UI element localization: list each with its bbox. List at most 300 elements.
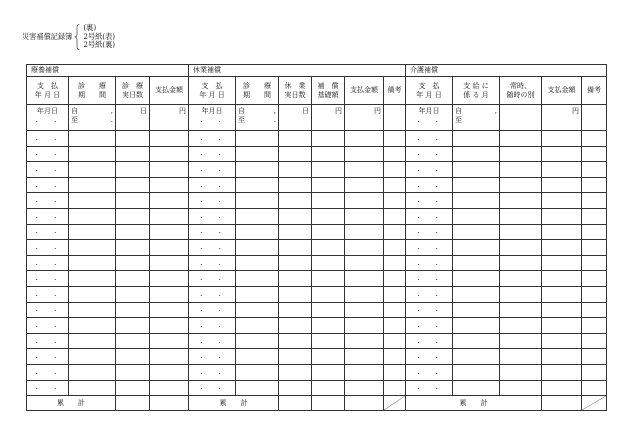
- table-row[interactable]: [27, 208, 607, 224]
- absence-days-cell[interactable]: [279, 380, 312, 396]
- absence-base-cell[interactable]: [312, 318, 345, 334]
- nursing-amount-cell[interactable]: [542, 271, 582, 287]
- table-row[interactable]: [27, 240, 607, 256]
- absence-total-base[interactable]: [312, 396, 345, 411]
- medical-pay-date-cell[interactable]: [27, 240, 69, 256]
- nursing-pay-date-cell[interactable]: [406, 318, 453, 334]
- nursing-amount-cell[interactable]: [542, 162, 582, 178]
- medical-days-cell[interactable]: [116, 333, 150, 349]
- medical-total-days[interactable]: [116, 396, 150, 411]
- medical-period-cell[interactable]: [69, 271, 116, 287]
- medical-amount-cell[interactable]: 円: [150, 105, 189, 131]
- absence-period-cell[interactable]: [236, 286, 279, 302]
- nursing-month-cell[interactable]: [453, 286, 500, 302]
- absence-amount-cell[interactable]: [345, 224, 384, 240]
- nursing-type-cell[interactable]: [500, 224, 542, 240]
- medical-period-cell[interactable]: [69, 380, 116, 396]
- nursing-type-cell[interactable]: [500, 208, 542, 224]
- absence-days-cell[interactable]: [279, 146, 312, 162]
- table-row[interactable]: [27, 193, 607, 209]
- nursing-amount-cell[interactable]: [542, 208, 582, 224]
- nursing-amount-cell[interactable]: [542, 240, 582, 256]
- medical-days-cell[interactable]: [116, 177, 150, 193]
- nursing-pay-date-cell[interactable]: [406, 286, 453, 302]
- table-row[interactable]: [27, 224, 607, 240]
- medical-period-cell[interactable]: [69, 286, 116, 302]
- nursing-month-cell[interactable]: [453, 318, 500, 334]
- absence-pay-date-cell[interactable]: [189, 224, 236, 240]
- absence-days-cell[interactable]: [279, 271, 312, 287]
- absence-amount-cell[interactable]: [345, 349, 384, 365]
- nursing-amount-cell[interactable]: [542, 333, 582, 349]
- medical-amount-cell[interactable]: [150, 380, 189, 396]
- medical-days-cell[interactable]: [116, 364, 150, 380]
- absence-base-cell[interactable]: [312, 302, 345, 318]
- medical-days-cell[interactable]: [116, 286, 150, 302]
- table-row[interactable]: [27, 333, 607, 349]
- nursing-month-cell[interactable]: [453, 224, 500, 240]
- medical-days-cell[interactable]: [116, 208, 150, 224]
- nursing-note-cell[interactable]: [582, 286, 607, 302]
- absence-pay-date-cell[interactable]: [189, 380, 236, 396]
- absence-base-cell[interactable]: [312, 208, 345, 224]
- absence-period-cell[interactable]: [236, 146, 279, 162]
- medical-pay-date-cell[interactable]: [27, 131, 69, 147]
- medical-pay-date-cell[interactable]: [27, 208, 69, 224]
- medical-amount-cell[interactable]: [150, 131, 189, 147]
- medical-amount-cell[interactable]: [150, 177, 189, 193]
- nursing-amount-cell[interactable]: [542, 224, 582, 240]
- nursing-pay-date-cell[interactable]: [406, 131, 453, 147]
- table-row[interactable]: [27, 349, 607, 365]
- medical-amount-cell[interactable]: [150, 193, 189, 209]
- absence-note-cell[interactable]: [384, 271, 406, 287]
- absence-amount-cell[interactable]: [345, 380, 384, 396]
- medical-pay-date-cell[interactable]: [27, 286, 69, 302]
- absence-period-cell[interactable]: [236, 271, 279, 287]
- absence-pay-date-cell[interactable]: [189, 364, 236, 380]
- nursing-pay-date-cell[interactable]: [406, 177, 453, 193]
- nursing-amount-cell[interactable]: 円: [542, 105, 582, 131]
- nursing-type-cell[interactable]: [500, 380, 542, 396]
- medical-amount-cell[interactable]: [150, 318, 189, 334]
- date-dots: . .: [35, 320, 64, 329]
- absence-period-cell[interactable]: [236, 255, 279, 271]
- medical-pay-date-cell[interactable]: 年月日 . .: [27, 105, 69, 131]
- nursing-note-cell[interactable]: [582, 349, 607, 365]
- nursing-note-cell[interactable]: [582, 240, 607, 256]
- absence-pay-date-cell[interactable]: [189, 333, 236, 349]
- nursing-amount-cell[interactable]: [542, 255, 582, 271]
- absence-period-cell[interactable]: [236, 131, 279, 147]
- absence-amount-cell[interactable]: [345, 318, 384, 334]
- nursing-note-cell[interactable]: [582, 255, 607, 271]
- absence-base-cell[interactable]: [312, 177, 345, 193]
- absence-days-cell[interactable]: [279, 255, 312, 271]
- absence-note-cell[interactable]: [384, 131, 406, 147]
- medical-days-cell[interactable]: [116, 224, 150, 240]
- absence-note-cell[interactable]: [384, 255, 406, 271]
- absence-total-days[interactable]: [279, 396, 312, 411]
- absence-amount-cell[interactable]: [345, 240, 384, 256]
- absence-period-cell[interactable]: [236, 333, 279, 349]
- absence-base-cell[interactable]: [312, 271, 345, 287]
- absence-pay-date-cell[interactable]: [189, 193, 236, 209]
- nursing-amount-cell[interactable]: [542, 193, 582, 209]
- absence-note-cell[interactable]: [384, 349, 406, 365]
- table-row[interactable]: [27, 318, 607, 334]
- nursing-month-cell[interactable]: [453, 302, 500, 318]
- absence-amount-cell[interactable]: [345, 193, 384, 209]
- absence-base-cell[interactable]: [312, 240, 345, 256]
- nursing-note-cell[interactable]: [582, 380, 607, 396]
- absence-note-cell[interactable]: [384, 193, 406, 209]
- table-row[interactable]: [27, 302, 607, 318]
- nursing-note-cell[interactable]: [582, 318, 607, 334]
- medical-pay-date-cell[interactable]: [27, 380, 69, 396]
- nursing-total-amount[interactable]: [542, 396, 582, 411]
- nursing-type-cell[interactable]: [500, 162, 542, 178]
- absence-note-cell[interactable]: [384, 208, 406, 224]
- nursing-pay-date-cell[interactable]: [406, 333, 453, 349]
- nursing-month-cell[interactable]: [453, 131, 500, 147]
- medical-days-cell[interactable]: [116, 255, 150, 271]
- nursing-note-cell[interactable]: [582, 131, 607, 147]
- nursing-amount-cell[interactable]: [542, 380, 582, 396]
- date-dots: . .: [200, 164, 228, 173]
- absence-period-cell[interactable]: [236, 380, 279, 396]
- absence-days-cell[interactable]: [279, 224, 312, 240]
- medical-period-cell[interactable]: [69, 364, 116, 380]
- medical-amount-cell[interactable]: [150, 302, 189, 318]
- absence-note-cell[interactable]: [384, 105, 406, 131]
- absence-days-cell[interactable]: [279, 177, 312, 193]
- medical-period-cell[interactable]: [69, 349, 116, 365]
- nursing-type-cell[interactable]: [500, 131, 542, 147]
- nursing-pay-date-cell[interactable]: [406, 364, 453, 380]
- nursing-pay-date-cell[interactable]: [406, 302, 453, 318]
- medical-amount-cell[interactable]: [150, 255, 189, 271]
- table-row[interactable]: [27, 380, 607, 396]
- absence-note-cell[interactable]: [384, 162, 406, 178]
- absence-base-cell[interactable]: [312, 162, 345, 178]
- absence-amount-cell[interactable]: [345, 146, 384, 162]
- nursing-note-cell[interactable]: [582, 364, 607, 380]
- medical-amount-cell[interactable]: [150, 240, 189, 256]
- medical-pay-date-cell[interactable]: [27, 177, 69, 193]
- medical-amount-cell[interactable]: [150, 224, 189, 240]
- absence-base-cell[interactable]: 円: [312, 105, 345, 131]
- absence-days-cell[interactable]: [279, 286, 312, 302]
- nursing-month-cell[interactable]: [453, 364, 500, 380]
- medical-amount-cell[interactable]: [150, 333, 189, 349]
- absence-amount-cell[interactable]: [345, 302, 384, 318]
- nursing-amount-cell[interactable]: [542, 364, 582, 380]
- nursing-pay-date-cell[interactable]: [406, 146, 453, 162]
- nursing-type-cell[interactable]: [500, 286, 542, 302]
- nursing-month-cell[interactable]: [453, 177, 500, 193]
- nursing-note-cell[interactable]: [582, 193, 607, 209]
- absence-pay-date-cell[interactable]: [189, 177, 236, 193]
- nursing-pay-date-cell[interactable]: [406, 162, 453, 178]
- medical-days-cell[interactable]: [116, 349, 150, 365]
- nursing-month-cell[interactable]: [453, 146, 500, 162]
- medical-days-cell[interactable]: [116, 131, 150, 147]
- nursing-type-cell[interactable]: [500, 105, 542, 131]
- medical-days-cell[interactable]: [116, 162, 150, 178]
- medical-period-cell[interactable]: [69, 162, 116, 178]
- nursing-amount-cell[interactable]: [542, 146, 582, 162]
- group-nursing: 介護補償: [406, 65, 607, 77]
- medical-period-cell[interactable]: [69, 177, 116, 193]
- absence-pay-date-cell[interactable]: [189, 208, 236, 224]
- absence-days-cell[interactable]: [279, 349, 312, 365]
- absence-note-cell[interactable]: [384, 146, 406, 162]
- absence-period-cell[interactable]: 自 , 至 .: [236, 105, 279, 131]
- nursing-type-cell[interactable]: [500, 146, 542, 162]
- absence-days-cell[interactable]: 日: [279, 105, 312, 131]
- nursing-amount-cell[interactable]: [542, 286, 582, 302]
- nursing-note-cell[interactable]: [582, 177, 607, 193]
- nursing-note-cell[interactable]: [582, 105, 607, 131]
- absence-note-cell[interactable]: [384, 364, 406, 380]
- absence-base-cell[interactable]: [312, 349, 345, 365]
- nursing-month-cell[interactable]: [453, 333, 500, 349]
- nursing-month-cell[interactable]: [453, 255, 500, 271]
- absence-amount-cell[interactable]: [345, 162, 384, 178]
- nursing-month-cell[interactable]: [453, 193, 500, 209]
- absence-base-cell[interactable]: [312, 286, 345, 302]
- medical-amount-cell[interactable]: [150, 364, 189, 380]
- nursing-amount-cell[interactable]: [542, 177, 582, 193]
- absence-amount-cell[interactable]: [345, 286, 384, 302]
- absence-period-cell[interactable]: [236, 162, 279, 178]
- medical-days-cell[interactable]: [116, 271, 150, 287]
- absence-amount-cell[interactable]: [345, 333, 384, 349]
- nursing-month-cell[interactable]: [453, 240, 500, 256]
- medical-total-amount[interactable]: [150, 396, 189, 411]
- nursing-amount-cell[interactable]: [542, 318, 582, 334]
- absence-base-cell[interactable]: [312, 193, 345, 209]
- medical-period-cell[interactable]: [69, 224, 116, 240]
- absence-pay-date-cell[interactable]: [189, 286, 236, 302]
- table-row[interactable]: [27, 162, 607, 178]
- absence-note-cell[interactable]: [384, 333, 406, 349]
- nursing-pay-date-cell[interactable]: [406, 349, 453, 365]
- medical-pay-date-cell[interactable]: [27, 255, 69, 271]
- absence-note-cell[interactable]: [384, 224, 406, 240]
- medical-pay-date-cell[interactable]: [27, 302, 69, 318]
- nursing-type-cell[interactable]: [500, 302, 542, 318]
- medical-days-cell[interactable]: [116, 318, 150, 334]
- absence-pay-date-cell[interactable]: [189, 302, 236, 318]
- absence-pay-date-cell[interactable]: [189, 240, 236, 256]
- column-header-row: [27, 77, 607, 105]
- medical-amount-cell[interactable]: [150, 208, 189, 224]
- absence-amount-cell[interactable]: [345, 271, 384, 287]
- absence-amount-cell[interactable]: [345, 364, 384, 380]
- absence-period-cell[interactable]: [236, 364, 279, 380]
- medical-period-cell[interactable]: [69, 208, 116, 224]
- absence-pay-date-cell[interactable]: 年月日 . .: [189, 105, 236, 131]
- nursing-month-cell[interactable]: [453, 349, 500, 365]
- absence-period-cell[interactable]: [236, 349, 279, 365]
- table-row[interactable]: [27, 177, 607, 193]
- medical-days-cell[interactable]: [116, 193, 150, 209]
- nursing-type-cell[interactable]: [500, 240, 542, 256]
- absence-note-cell[interactable]: [384, 302, 406, 318]
- absence-pay-date-cell[interactable]: [189, 318, 236, 334]
- medical-period-cell[interactable]: [69, 255, 116, 271]
- nursing-type-cell[interactable]: [500, 255, 542, 271]
- absence-days-cell[interactable]: [279, 131, 312, 147]
- absence-period-cell[interactable]: [236, 208, 279, 224]
- medical-days-cell[interactable]: [116, 240, 150, 256]
- nursing-amount-cell[interactable]: [542, 302, 582, 318]
- nursing-type-cell[interactable]: [500, 193, 542, 209]
- nursing-note-cell[interactable]: [582, 302, 607, 318]
- medical-period-cell[interactable]: [69, 146, 116, 162]
- medical-pay-date-cell[interactable]: [27, 162, 69, 178]
- medical-period-cell[interactable]: 自 , 至 .: [69, 105, 116, 131]
- medical-amount-cell[interactable]: [150, 286, 189, 302]
- medical-period-cell[interactable]: [69, 318, 116, 334]
- absence-period-cell[interactable]: [236, 302, 279, 318]
- medical-pay-date-cell[interactable]: [27, 271, 69, 287]
- medical-days-cell[interactable]: [116, 380, 150, 396]
- medical-amount-cell[interactable]: [150, 146, 189, 162]
- nursing-note-cell[interactable]: [582, 146, 607, 162]
- table-row[interactable]: [27, 146, 607, 162]
- nursing-amount-cell[interactable]: [542, 131, 582, 147]
- absence-base-cell[interactable]: [312, 364, 345, 380]
- medical-amount-cell[interactable]: [150, 162, 189, 178]
- medical-days-cell[interactable]: 日: [116, 105, 150, 131]
- nursing-month-cell[interactable]: [453, 271, 500, 287]
- medical-period-cell[interactable]: [69, 193, 116, 209]
- absence-days-cell[interactable]: [279, 302, 312, 318]
- nursing-pay-date-cell[interactable]: [406, 208, 453, 224]
- absence-period-cell[interactable]: [236, 318, 279, 334]
- nursing-note-cell[interactable]: [582, 208, 607, 224]
- absence-note-cell[interactable]: [384, 286, 406, 302]
- nursing-pay-date-cell[interactable]: [406, 224, 453, 240]
- absence-pay-date-cell[interactable]: [189, 146, 236, 162]
- absence-pay-date-cell[interactable]: [189, 349, 236, 365]
- absence-pay-date-cell[interactable]: [189, 131, 236, 147]
- nursing-type-cell[interactable]: [500, 349, 542, 365]
- absence-amount-cell[interactable]: [345, 255, 384, 271]
- nursing-month-cell[interactable]: [453, 380, 500, 396]
- absence-note-cell[interactable]: [384, 380, 406, 396]
- nursing-month-cell[interactable]: [453, 208, 500, 224]
- absence-days-cell[interactable]: [279, 193, 312, 209]
- medical-amount-cell[interactable]: [150, 349, 189, 365]
- medical-period-cell[interactable]: [69, 302, 116, 318]
- table-row[interactable]: [27, 364, 607, 380]
- nursing-note-cell[interactable]: [582, 271, 607, 287]
- nursing-pay-date-cell[interactable]: [406, 255, 453, 271]
- medical-amount-cell[interactable]: [150, 271, 189, 287]
- nursing-type-cell[interactable]: [500, 271, 542, 287]
- table-row[interactable]: [27, 286, 607, 302]
- absence-amount-cell[interactable]: [345, 208, 384, 224]
- absence-period-cell[interactable]: [236, 240, 279, 256]
- absence-days-cell[interactable]: [279, 208, 312, 224]
- absence-days-cell[interactable]: [279, 318, 312, 334]
- absence-pay-date-cell[interactable]: [189, 271, 236, 287]
- absence-total-amount[interactable]: [345, 396, 384, 411]
- nursing-note-cell[interactable]: [582, 224, 607, 240]
- medical-pay-date-cell[interactable]: [27, 193, 69, 209]
- medical-pay-date-cell[interactable]: [27, 333, 69, 349]
- absence-pay-date-cell[interactable]: [189, 162, 236, 178]
- absence-period-cell[interactable]: [236, 177, 279, 193]
- date-dots: . .: [35, 274, 64, 283]
- absence-period-cell[interactable]: [236, 193, 279, 209]
- absence-base-cell[interactable]: [312, 380, 345, 396]
- absence-days-cell[interactable]: [279, 333, 312, 349]
- medical-pay-date-cell[interactable]: [27, 146, 69, 162]
- absence-note-cell[interactable]: [384, 177, 406, 193]
- nursing-month-cell[interactable]: 自 , 至: [453, 105, 500, 131]
- table-row[interactable]: [27, 271, 607, 287]
- absence-pay-date-cell[interactable]: [189, 255, 236, 271]
- medical-pay-date-cell[interactable]: [27, 224, 69, 240]
- table-row[interactable]: [27, 131, 607, 147]
- absence-period-cell[interactable]: [236, 224, 279, 240]
- absence-base-cell[interactable]: [312, 333, 345, 349]
- absence-amount-cell[interactable]: [345, 131, 384, 147]
- absence-days-cell[interactable]: [279, 240, 312, 256]
- nursing-pay-date-cell[interactable]: [406, 240, 453, 256]
- absence-note-cell[interactable]: [384, 318, 406, 334]
- first-entry-row[interactable]: [27, 105, 607, 131]
- nursing-pay-date-cell[interactable]: [406, 380, 453, 396]
- medical-days-cell[interactable]: [116, 302, 150, 318]
- medical-pay-date-cell[interactable]: [27, 364, 69, 380]
- nursing-pay-date-cell[interactable]: 年月日 . .: [406, 105, 453, 131]
- absence-days-cell[interactable]: [279, 162, 312, 178]
- nursing-pay-date-cell[interactable]: [406, 271, 453, 287]
- absence-days-cell[interactable]: [279, 364, 312, 380]
- absence-base-cell[interactable]: [312, 131, 345, 147]
- date-dots: . .: [417, 196, 445, 205]
- nursing-note-cell[interactable]: [582, 162, 607, 178]
- absence-amount-cell[interactable]: [345, 177, 384, 193]
- medical-period-cell[interactable]: [69, 131, 116, 147]
- absence-note-cell[interactable]: [384, 240, 406, 256]
- table-row[interactable]: [27, 255, 607, 271]
- medical-pay-date-cell[interactable]: [27, 349, 69, 365]
- nursing-type-cell[interactable]: [500, 318, 542, 334]
- nursing-amount-cell[interactable]: [542, 349, 582, 365]
- nursing-type-cell[interactable]: [500, 364, 542, 380]
- nursing-type-cell[interactable]: [500, 177, 542, 193]
- absence-base-cell[interactable]: [312, 224, 345, 240]
- absence-base-cell[interactable]: [312, 146, 345, 162]
- nursing-note-cell[interactable]: [582, 333, 607, 349]
- medical-pay-date-cell[interactable]: [27, 318, 69, 334]
- medical-period-cell[interactable]: [69, 333, 116, 349]
- medical-days-cell[interactable]: [116, 146, 150, 162]
- nursing-pay-date-cell[interactable]: [406, 193, 453, 209]
- absence-amount-cell[interactable]: 円: [345, 105, 384, 131]
- nursing-type-cell[interactable]: [500, 333, 542, 349]
- nursing-month-cell[interactable]: [453, 162, 500, 178]
- absence-base-cell[interactable]: [312, 255, 345, 271]
- medical-period-cell[interactable]: [69, 240, 116, 256]
